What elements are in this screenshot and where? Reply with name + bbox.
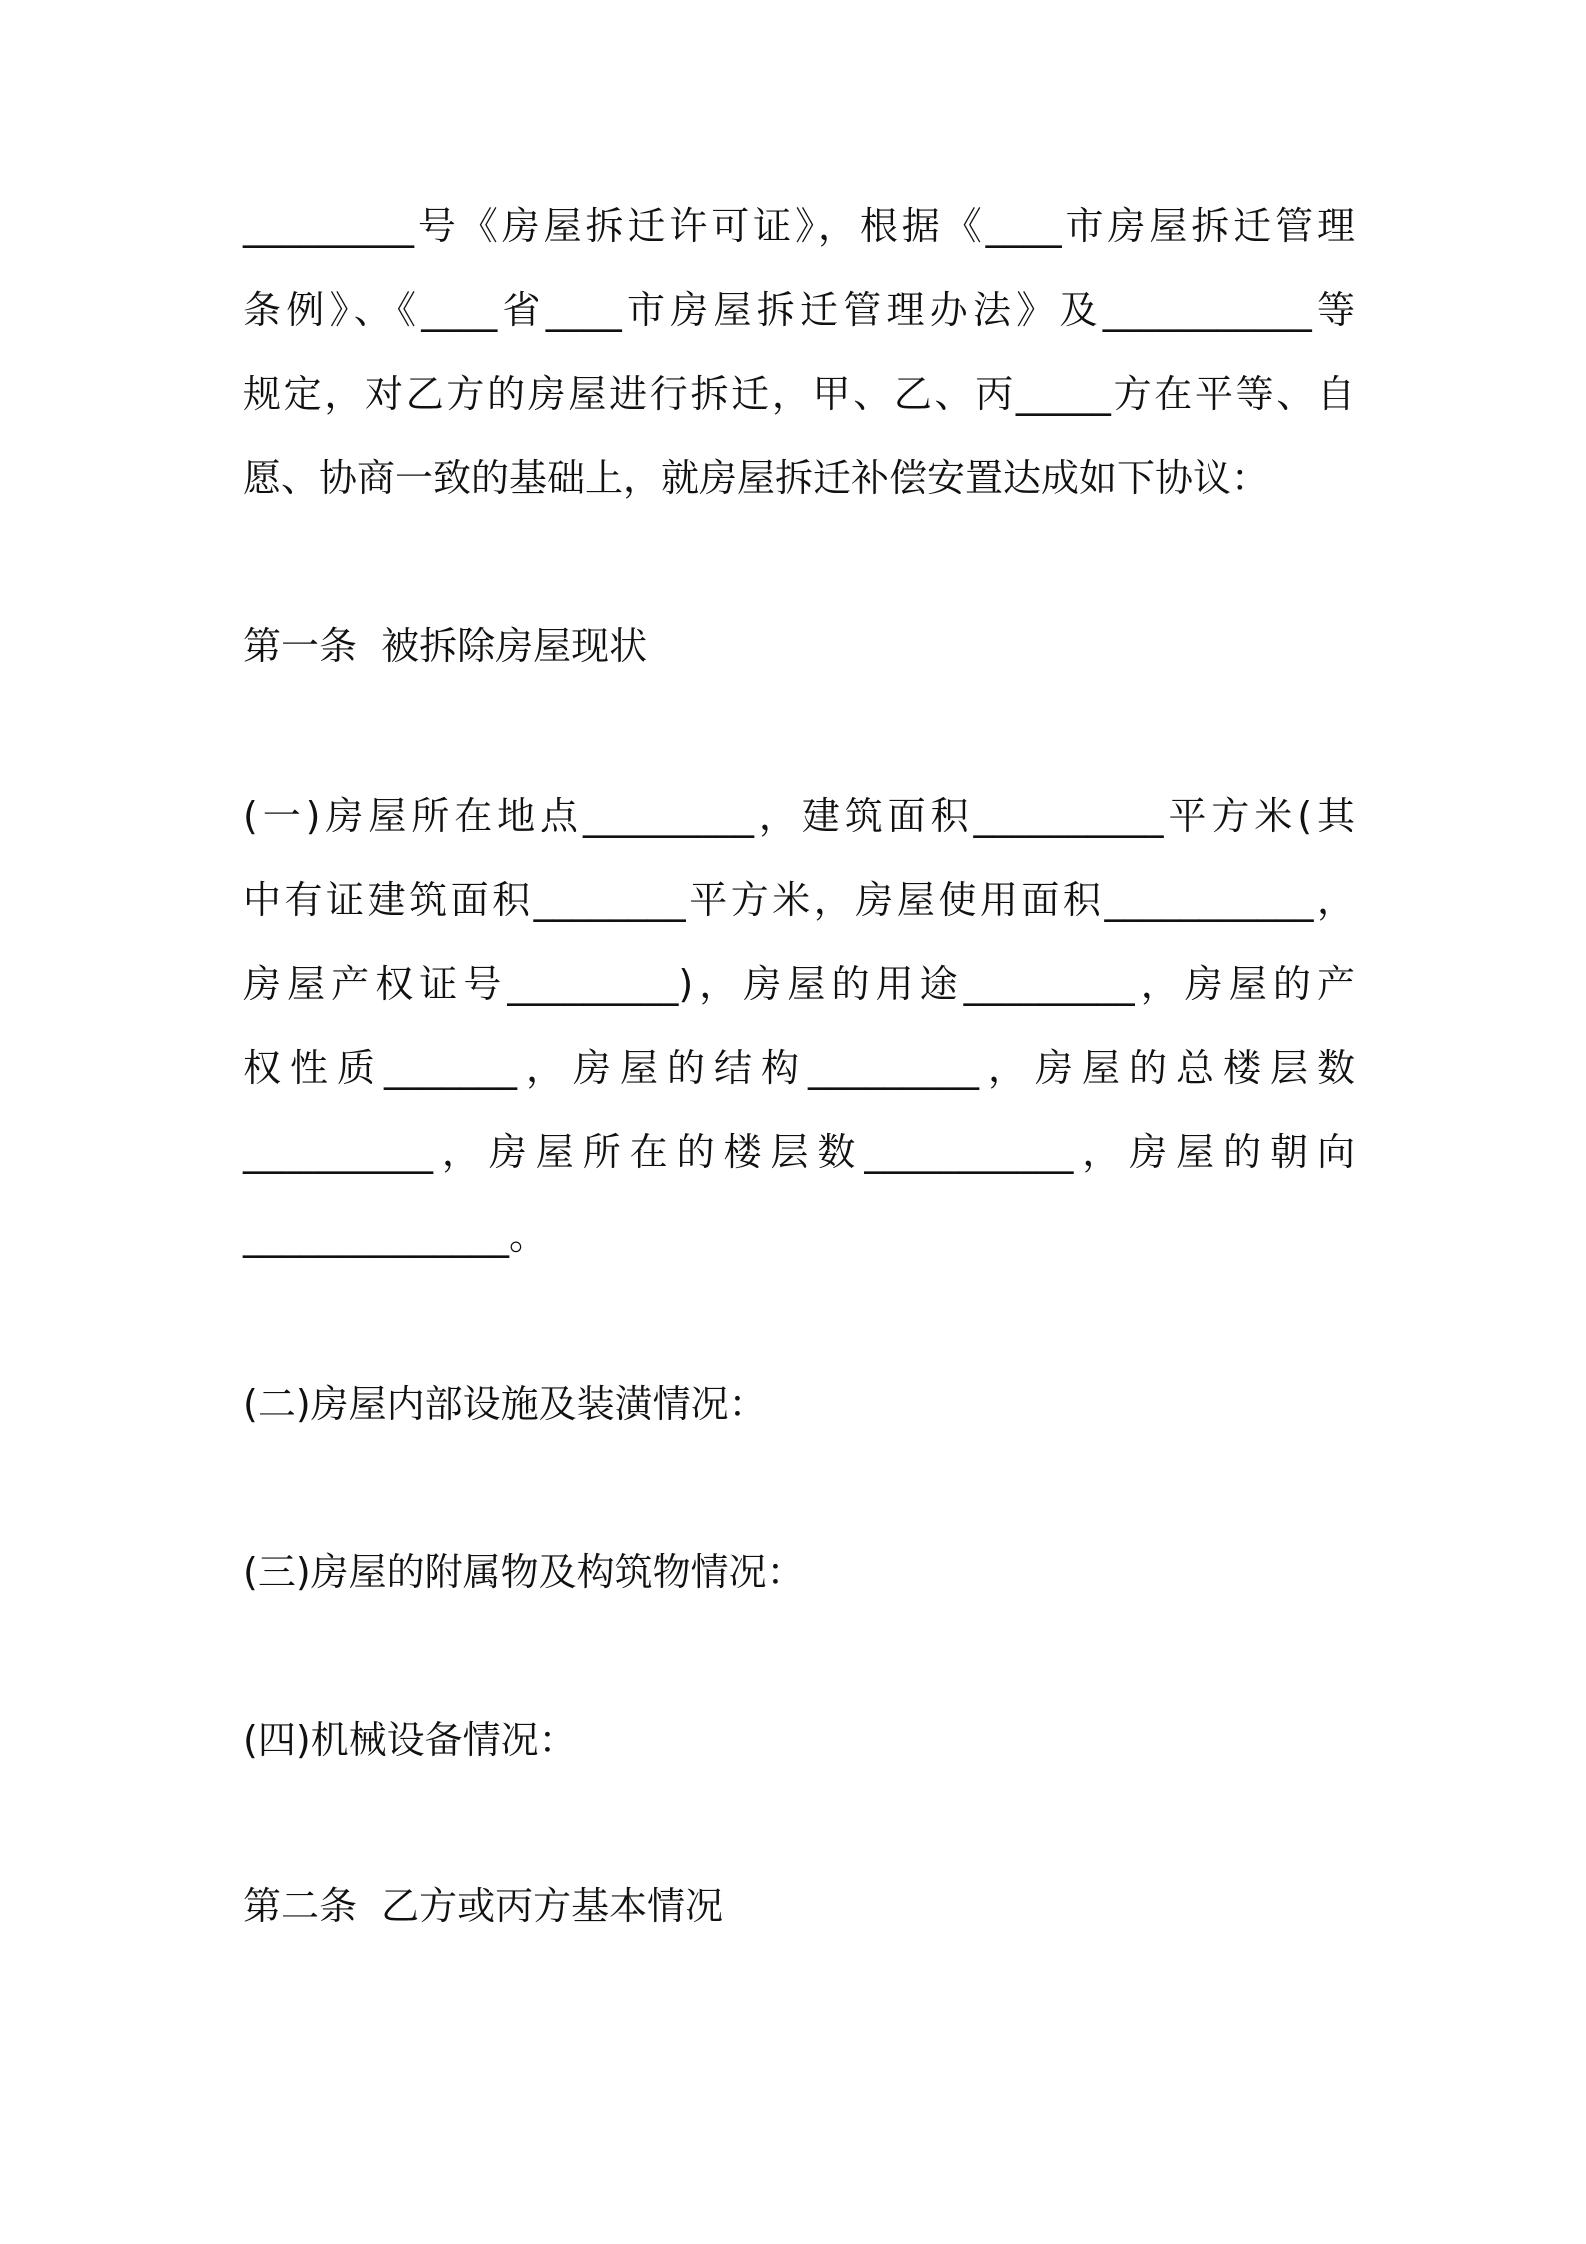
item-1-line-6: ______________。 [243, 1214, 548, 1258]
intro-line-4: 愿、协商一致的基础上，就房屋拆迁补偿安置达成如下协议： [243, 456, 1270, 500]
item-1-line-2: 中有证建筑面积________平方米，房屋使用面积___________， [243, 878, 1355, 922]
item-2: (二)房屋内部设施及装潢情况： [243, 1382, 767, 1426]
intro-line-3: 规定，对乙方的房屋进行拆迁，甲、乙、丙_____方在平等、自 [243, 372, 1355, 416]
intro-line-1: _________号《房屋拆迁许可证》，根据《____市房屋拆迁管理 [243, 204, 1355, 248]
intro-line-2: 条例》、《____省____市房屋拆迁管理办法》及___________等 [243, 288, 1355, 332]
article-1-heading: 第一条 被拆除房屋现状 [243, 624, 648, 668]
item-1-line-4: 权性质_______，房屋的结构_________，房屋的总楼层数 [243, 1046, 1355, 1090]
item-4: (四)机械设备情况： [243, 1718, 577, 1762]
item-1-line-5: __________，房屋所在的楼层数___________，房屋的朝向 [243, 1130, 1355, 1174]
item-3: (三)房屋的附属物及构筑物情况： [243, 1550, 805, 1594]
article-2-heading: 第二条 乙方或丙方基本情况 [243, 1884, 724, 1928]
item-1-line-1: (一)房屋所在地点_________，建筑面积__________平方米(其 [243, 794, 1355, 838]
item-1-line-3: 房屋产权证号_________)，房屋的用途_________，房屋的产 [243, 962, 1355, 1006]
